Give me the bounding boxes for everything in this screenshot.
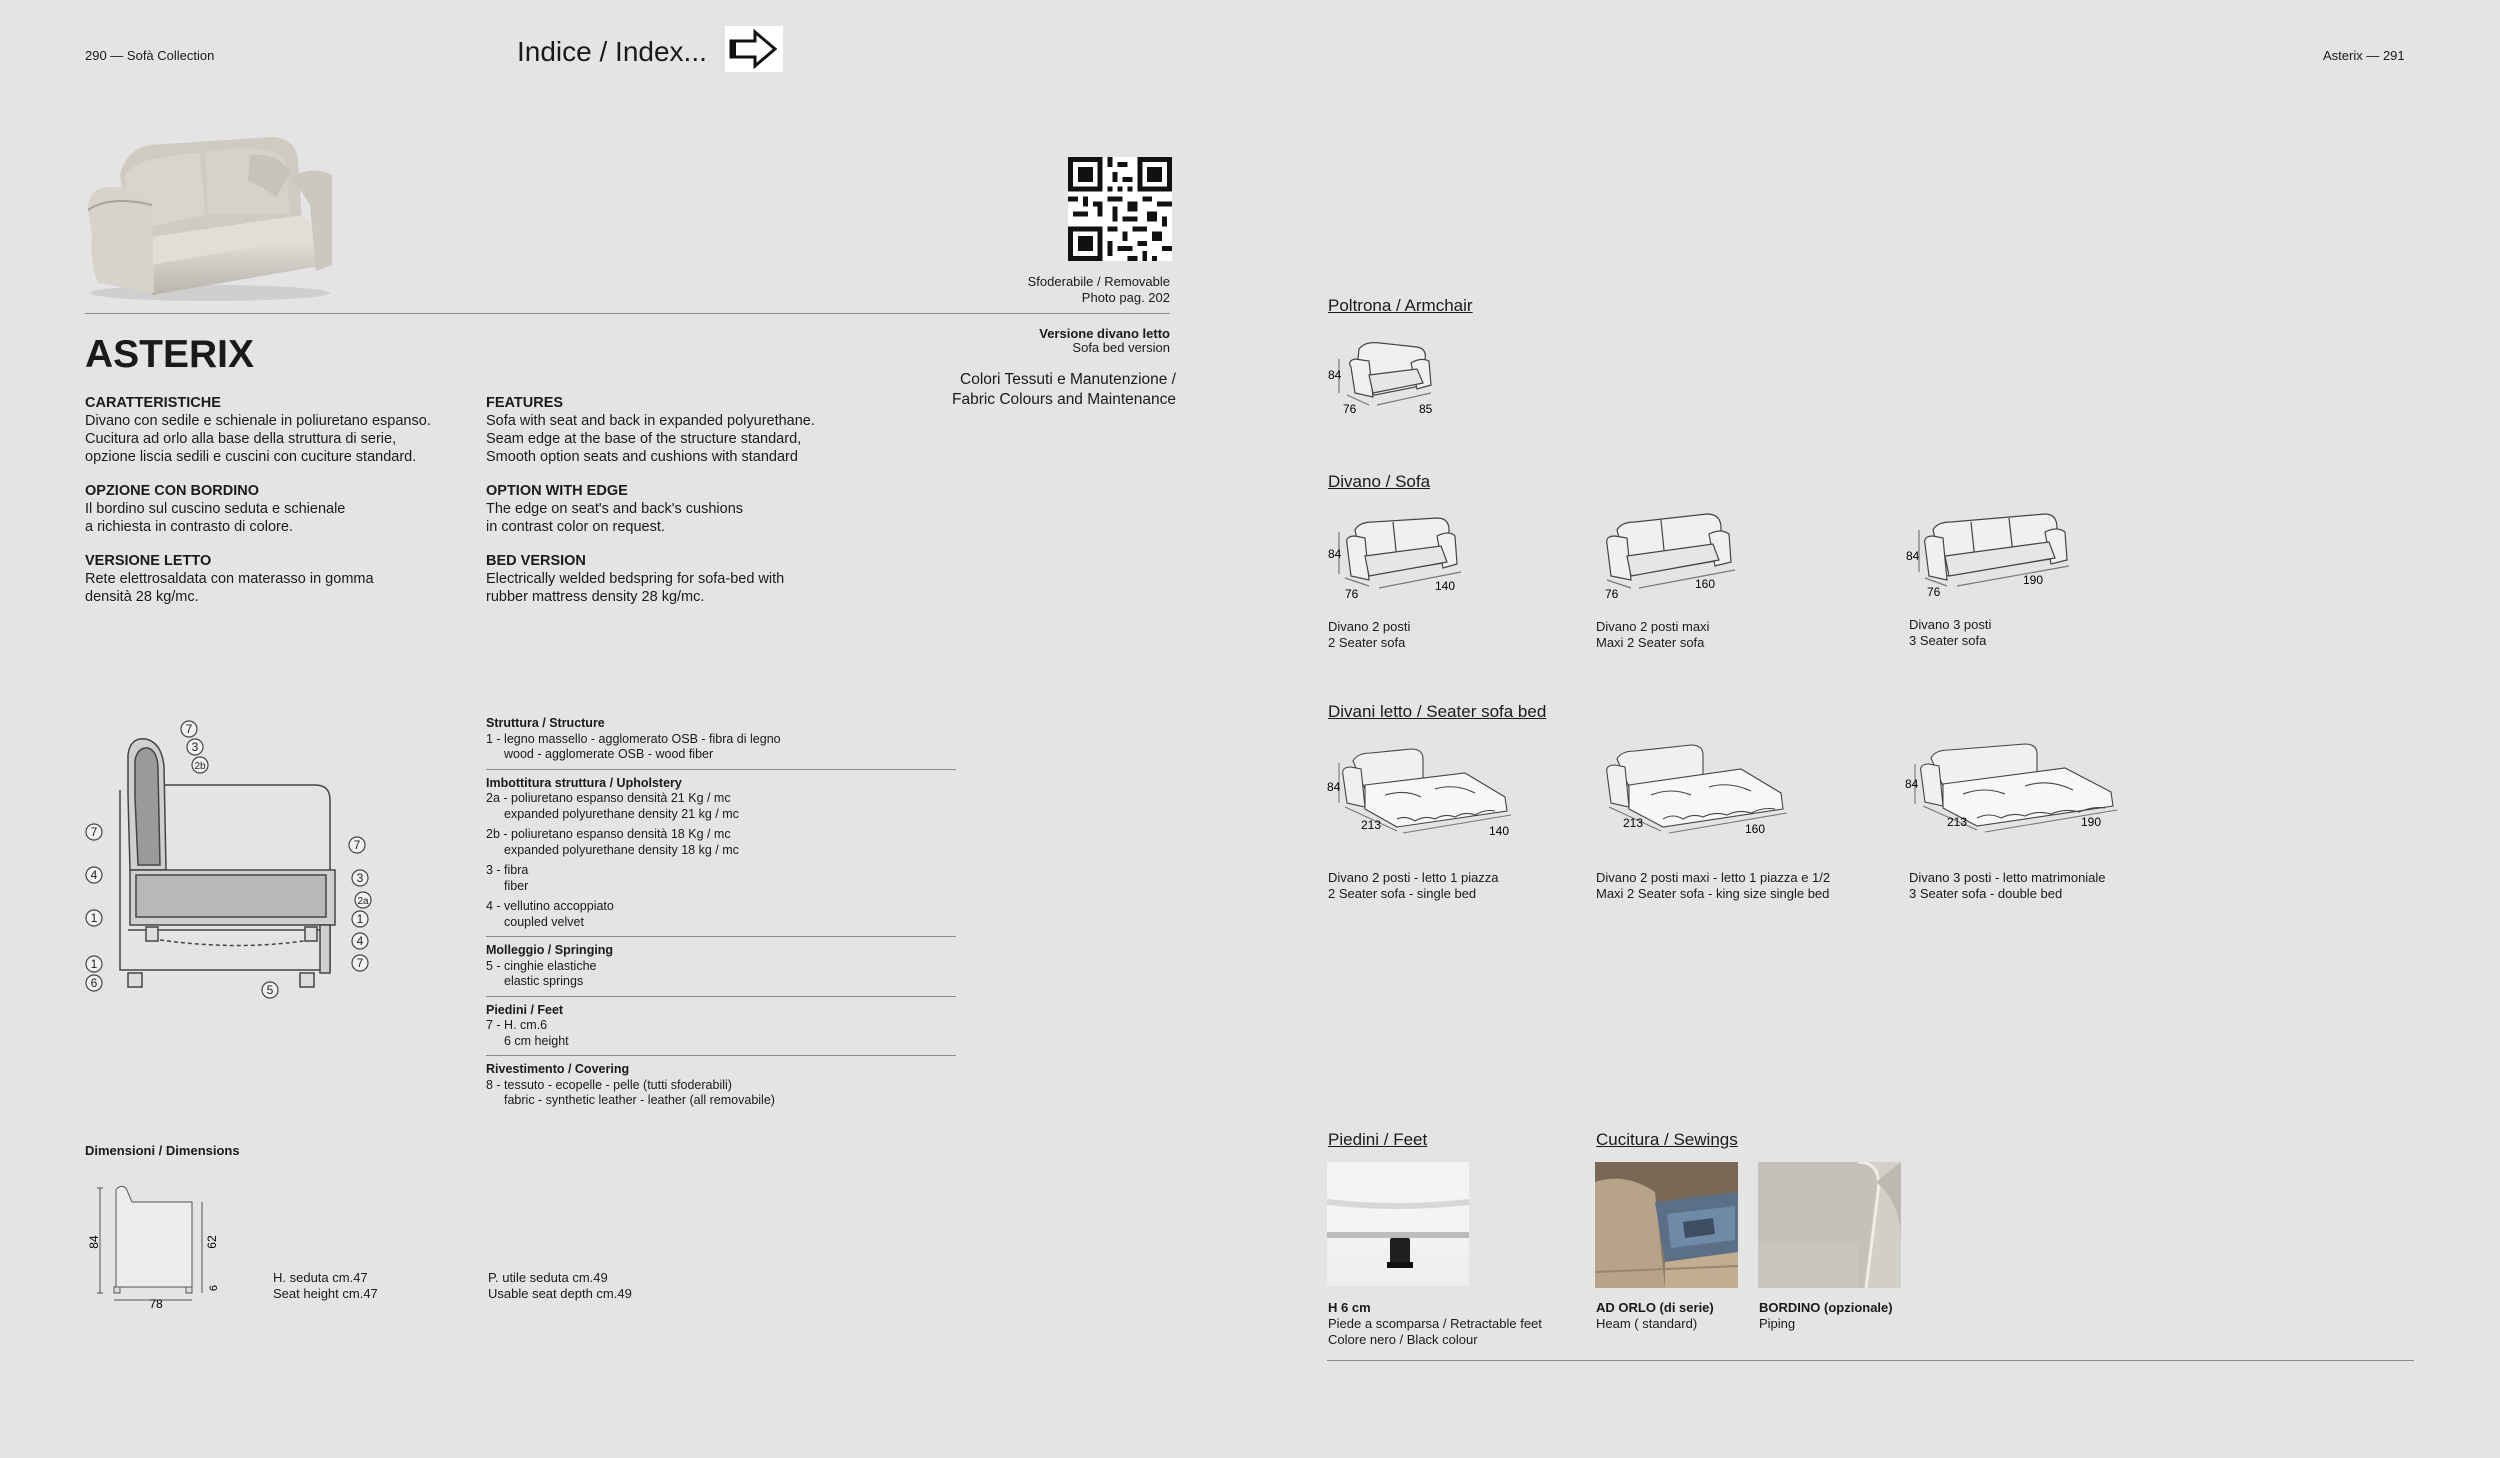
seat-depth-it: P. utile seduta cm.49 [488,1270,608,1285]
feature-line: opzione liscia sedili e cuscini con cuciture standard. [85,449,417,465]
sofabed-w: 190 [2081,815,2102,829]
spec-line: 2a - poliuretano espanso densità 21 Kg / mc [486,791,731,805]
photo-ref: Photo pag. 202 [1081,290,1170,305]
feature-block [486,552,906,606]
spec-title: Piedini / Feet [486,1002,564,1017]
sofabed-h: 84 [1905,777,1919,791]
feature-line: Rete elettrosaldata con materasso in gomma [85,571,374,587]
sofabed-w: 140 [1489,824,1510,838]
dim-height: 84 [87,1235,101,1249]
sofabed-d: 213 [1361,818,1382,832]
sofabed-h: 84 [1327,780,1341,794]
callout-label: 2a [357,896,369,907]
piping-caption-sub: Piping [1759,1316,1796,1331]
armchair-w: 85 [1419,402,1433,415]
callout-label: 2b [194,761,206,772]
spec-line: 5 - cinghie elastiche [486,958,597,973]
sofa-caption-en: 2 Seater sofa [1328,635,1406,650]
seat-depth-en: Usable seat depth cm.49 [488,1286,632,1301]
sofa-w: 140 [1435,579,1456,593]
feature-block [486,482,906,536]
features-it [85,394,465,606]
sofa-h: 84 [1328,547,1342,561]
spec-line: 8 - tessuto - ecopelle - pelle (tutti sfoderabili) [486,1077,732,1092]
removable-note: Sfoderabile / Removable [1027,274,1170,289]
section-sofabed: Divani letto / Seater sofa bed [1328,702,1547,721]
spec-divider [486,936,956,937]
spec-divider [486,769,956,770]
sofabed-version-it: Versione divano letto [1039,326,1170,341]
section-sofa: Divano / Sofa [1328,472,1431,491]
feet-photo [1327,1162,1469,1286]
armchair-drawing [1325,335,1455,415]
armchair-h: 84 [1328,368,1342,382]
feature-line: Sofa with seat and back in expanded polyurethane. [486,413,815,429]
index-link[interactable]: Indice / Index... [517,36,707,67]
spec-line: 1 - legno massello - agglomerato OSB - fibra di legno [486,731,781,746]
feature-block [85,482,465,536]
spec-line: expanded polyurethane density 18 kg / mc [504,842,739,857]
feature-line: a richiesta in contrasto di colore. [85,519,293,535]
callout-label: 7 [90,825,98,839]
sofabed-caption-it: Divano 2 posti - letto 1 piazza [1328,870,1499,885]
sofabed-caption [1328,870,1499,902]
spec-line: 6 cm height [504,1033,569,1048]
sofa-caption-it: Divano 2 posti maxi [1596,619,1710,634]
dimension-drawing [80,1180,230,1310]
spec-title: Molleggio / Springing [486,943,614,957]
sofa-d: 76 [1927,585,1941,598]
sofabed-version-en: Sofa bed version [1072,340,1170,355]
page-number-left: 290 — Sofà Collection [85,48,215,63]
callout-label: 3 [191,740,199,754]
sofa-caption-en: Maxi 2 Seater sofa [1596,635,1705,650]
callout-label: 7 [356,956,364,970]
spec-line: 4 - vellutino accoppiato [486,899,614,913]
seat-height-en: Seat height cm.47 [273,1286,378,1301]
sofa-drawing [1325,510,1475,600]
piping-photo [1758,1162,1901,1288]
page-number-right: Asterix — 291 [2323,48,2405,63]
sofabed-caption-en: 3 Seater sofa - double bed [1909,886,2063,901]
sofa-caption [1909,617,1991,649]
hem-photo [1595,1162,1738,1288]
callout-label: 5 [266,983,274,997]
feature-line: Divano con sedile e schienale in poliuretano espanso. [85,413,431,429]
sofabed-drawing [1595,743,1795,838]
sofabed-caption-en: 2 Seater sofa - single bed [1328,886,1477,901]
feature-block [85,552,465,606]
sofabed-d: 213 [1947,815,1968,829]
sofabed-caption [1596,870,1830,902]
sofa-caption-it: Divano 3 posti [1909,617,1992,632]
sofa-h: 84 [1906,549,1920,563]
feet-caption-title: H 6 cm [1328,1300,1371,1315]
specs-list [486,716,956,1109]
sofabed-caption-it: Divano 3 posti - letto matrimoniale [1909,870,2106,885]
feature-title: BED VERSION [486,553,586,569]
seat-height-it: H. seduta cm.47 [273,1270,368,1285]
hem-caption-title: AD ORLO (di serie) [1596,1300,1714,1315]
section-feet: Piedini / Feet [1328,1130,1428,1149]
callout-label: 1 [90,911,98,925]
callout-label: 6 [90,976,98,990]
spec-line: fabric - synthetic leather - leather (all removabile) [504,1093,775,1107]
arrow-right-icon[interactable] [725,26,783,72]
feature-line: in contrast color on request. [486,519,665,535]
cross-section-drawing [80,715,380,1005]
feature-line: densità 28 kg/mc. [85,589,199,605]
sofa-w: 190 [2023,573,2044,587]
feature-line: Cucitura ad orlo alla base della struttura di serie, [85,431,397,447]
spec-line: fiber [504,878,529,893]
sofa-d: 76 [1345,587,1359,600]
callout-label: 3 [356,871,364,885]
feature-line: Electrically welded bedspring for sofa-bed with [486,571,785,587]
feature-block [486,394,906,466]
sofabed-drawing [1905,742,2125,837]
fabric-link[interactable] [920,370,1176,410]
hem-caption [1596,1300,1714,1332]
callout-label: 1 [90,957,98,971]
divider-bottom [1327,1360,2414,1361]
piping-caption-title: BORDINO (opzionale) [1759,1300,1893,1315]
spec-line: 3 - fibra [486,863,529,877]
section-armchair: Poltrona / Armchair [1328,296,1473,315]
sofa-drawing [1595,508,1745,598]
piping-caption [1759,1300,1893,1332]
sofabed-caption-en: Maxi 2 Seater sofa - king size single bed [1596,886,1830,901]
spec-group-structure [486,716,956,763]
hem-caption-sub: Heam ( standard) [1596,1316,1698,1331]
sofabed-w: 160 [1745,822,1766,836]
feature-line: Il bordino sul cuscino seduta e schienale [85,501,346,517]
callout-label: 1 [356,912,364,926]
spec-group-upholstery [486,776,956,931]
sofa-caption-it: Divano 2 posti [1328,619,1411,634]
spec-line: elastic springs [504,974,584,988]
armchair-d: 76 [1343,402,1357,415]
feature-title: VERSIONE LETTO [85,553,212,569]
sofa-w: 160 [1695,577,1716,591]
feature-line: The edge on seat's and back's cushions [486,501,744,517]
section-sewings: Cucitura / Sewings [1596,1130,1738,1149]
spec-divider [486,996,956,997]
fabric-link-line1[interactable]: Colori Tessuti e Manutenzione / [960,371,1176,388]
callout-label: 7 [353,838,361,852]
sofa-caption [1596,619,1709,651]
seat-depth [488,1270,632,1302]
feature-title: FEATURES [486,395,564,411]
spec-title: Struttura / Structure [486,716,605,730]
divider-top [85,313,1170,314]
callout-label: 4 [90,868,98,882]
sofa-photo [80,115,340,305]
sofa-caption [1328,619,1410,651]
fabric-link-line2[interactable]: Fabric Colours and Maintenance [951,391,1176,408]
feet-caption-line: Colore nero / Black colour [1328,1332,1478,1347]
sofabed-caption [1909,870,2106,902]
features-en [486,394,906,606]
spec-line: 2b - poliuretano espanso densità 18 Kg / mc [486,827,731,841]
callout-label: 4 [356,934,364,948]
feature-line: rubber mattress density 28 kg/mc. [486,589,705,605]
spec-line: coupled velvet [504,914,584,929]
feature-title: OPTION WITH EDGE [486,483,628,499]
dimensions-title: Dimensioni / Dimensions [85,1143,240,1158]
sofabed-drawing [1325,745,1525,840]
feature-title: OPZIONE CON BORDINO [85,483,260,499]
dim-seat: 62 [205,1235,219,1249]
sofa-drawing [1905,508,2075,598]
callout-label: 7 [185,722,193,736]
qr-code[interactable] [1068,157,1172,261]
feature-block [85,394,465,466]
spec-title: Rivestimento / Covering [486,1062,630,1076]
spec-group-springing [486,943,956,990]
spec-line: expanded polyurethane density 21 kg / mc [504,806,739,821]
feet-caption [1328,1300,1542,1348]
dim-feet: 6 [208,1284,220,1292]
product-title: ASTERIX [85,333,255,376]
spec-line: wood - agglomerate OSB - wood fiber [504,747,714,761]
spec-divider [486,1055,956,1056]
feature-title: CARATTERISTICHE [85,395,221,411]
feature-line: Smooth option seats and cushions with standard [486,449,798,465]
spec-line: 7 - H. cm.6 [486,1018,548,1032]
spec-group-feet [486,1003,956,1050]
sofa-caption-en: 3 Seater sofa [1909,633,1987,648]
sofabed-caption-it: Divano 2 posti maxi - letto 1 piazza e 1/2 [1596,870,1831,885]
spec-group-covering [486,1062,956,1109]
seat-height [273,1270,378,1302]
feature-line: Seam edge at the base of the structure standard, [486,431,802,447]
sofa-d: 76 [1605,587,1619,598]
feet-caption-line: Piede a scomparsa / Retractable feet [1328,1316,1542,1331]
sofabed-d: 213 [1623,816,1644,830]
dim-depth: 78 [149,1297,163,1310]
spec-title: Imbottitura struttura / Upholstery [486,775,682,790]
